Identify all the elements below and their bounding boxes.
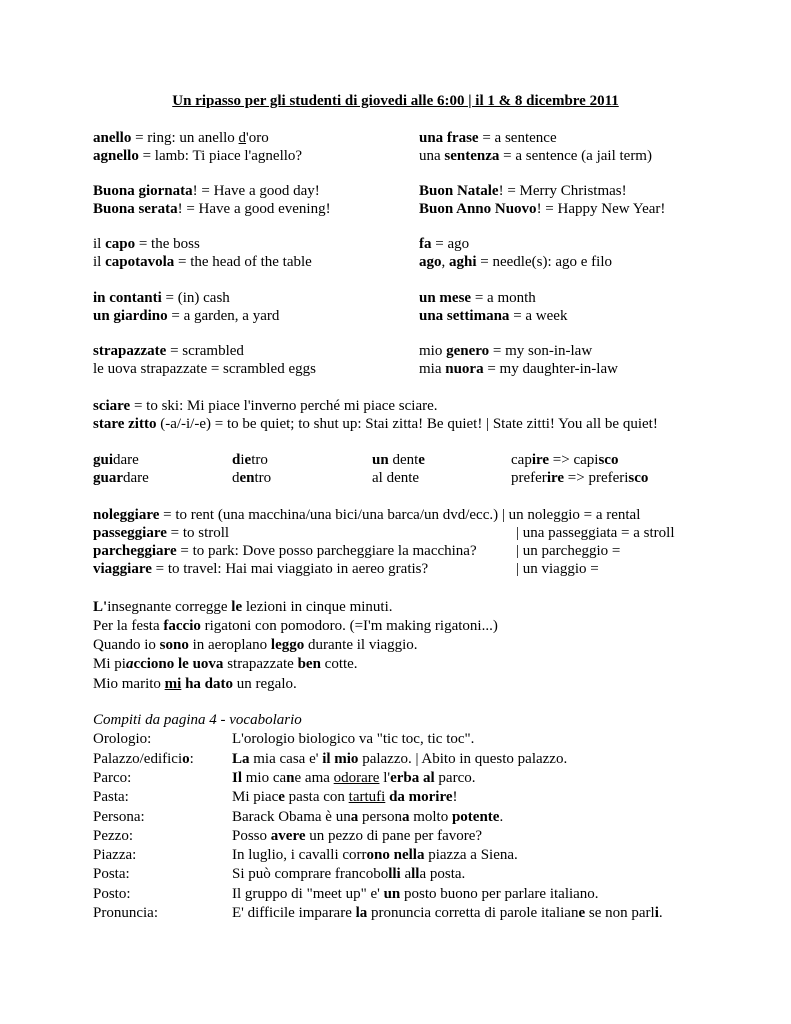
vocab-example: Si può comprare francobolli alla posta. bbox=[232, 866, 466, 882]
verb-definition: viaggiare = to travel: Hai mai viaggiato in aereo gratis? bbox=[93, 561, 429, 577]
example-sentence: Mio marito mi ha dato un regalo. bbox=[93, 676, 297, 692]
vocab-term: Palazzo/edificio: bbox=[93, 751, 194, 767]
vocab-example: Il gruppo di "meet up" e' un posto buono per parlare italiano. bbox=[232, 886, 599, 902]
stare-zitto-line: stare zitto (-a/-i/-e) = to be quiet; to shut up: Stai zitta! Be quiet! | State zitti! You all be quiet! bbox=[93, 416, 658, 432]
vocab-pair-right: una frase = a sentence bbox=[419, 130, 557, 146]
vocab-example: In luglio, i cavalli corrono nella piazza a Siena. bbox=[232, 847, 518, 863]
spelling-grid-cell: guardare bbox=[93, 470, 149, 486]
noun-form: | un viaggio = bbox=[516, 561, 599, 577]
verb-definition: noleggiare = to rent (una macchina/una bici/una barca/un dvd/ecc.) | un noleggio = a rental bbox=[93, 507, 641, 523]
vocab-term: Parco: bbox=[93, 770, 132, 786]
vocab-pair-right: fa = ago bbox=[419, 236, 470, 252]
vocab-term: Persona: bbox=[93, 809, 145, 825]
vocab-term: Piazza: bbox=[93, 847, 137, 863]
example-sentence: L'insegnante corregge le lezioni in cinque minuti. bbox=[93, 599, 393, 615]
example-sentence: Quando io sono in aeroplano leggo durante il viaggio. bbox=[93, 637, 418, 653]
vocab-pair-right: una settimana = a week bbox=[419, 308, 568, 324]
vocab-pair-left: in contanti = (in) cash bbox=[93, 290, 230, 306]
vocab-pair-right: ago, aghi = needle(s): ago e filo bbox=[419, 254, 613, 270]
vocab-term: Pezzo: bbox=[93, 828, 133, 844]
spelling-grid-cell: un dente bbox=[372, 452, 425, 468]
vocab-pair-left: Buona giornata! = Have a good day! bbox=[93, 183, 320, 199]
example-sentence: Per la festa faccio rigatoni con pomodoro. (=I'm making rigatoni...) bbox=[93, 618, 498, 634]
vocab-pair-right: mio genero = my son-in-law bbox=[419, 343, 593, 359]
vocab-pair-right: mia nuora = my daughter-in-law bbox=[419, 361, 618, 377]
vocab-pair-right: una sentenza = a sentence (a jail term) bbox=[419, 148, 652, 164]
example-sentence: Mi piacciono le uova strapazzate ben cotte. bbox=[93, 656, 358, 672]
vocab-pair-left: anello = ring: un anello d'oro bbox=[93, 130, 269, 146]
vocab-example: Mi piace pasta con tartufi da morire! bbox=[232, 789, 458, 805]
spelling-grid-cell: al dente bbox=[372, 470, 420, 486]
vocab-pair-right: Buon Anno Nuovo! = Happy New Year! bbox=[419, 201, 666, 217]
vocab-pair-right: un mese = a month bbox=[419, 290, 536, 306]
vocab-example: La mia casa e' il mio palazzo. | Abito in questo palazzo. bbox=[232, 751, 568, 767]
spelling-grid-cell: guidare bbox=[93, 452, 139, 468]
spelling-grid-cell: capire => capisco bbox=[511, 452, 619, 468]
vocab-pair-left: un giardino = a garden, a yard bbox=[93, 308, 280, 324]
spelling-grid-cell: dentro bbox=[232, 470, 272, 486]
vocab-term: Posto: bbox=[93, 886, 131, 902]
vocab-pair-left: le uova strapazzate = scrambled eggs bbox=[93, 361, 316, 377]
document-title: Un ripasso per gli studenti di giovedi alle 6:00 | il 1 & 8 dicembre 2011 bbox=[172, 93, 619, 109]
vocab-pair-right: Buon Natale! = Merry Christmas! bbox=[419, 183, 627, 199]
noun-form: | un parcheggio = bbox=[516, 543, 621, 559]
vocab-example: Posso avere un pezzo di pane per favore? bbox=[232, 828, 483, 844]
vocab-term: Pasta: bbox=[93, 789, 129, 805]
vocab-term: Orologio: bbox=[93, 731, 152, 747]
vocab-term: Pronuncia: bbox=[93, 905, 158, 921]
noun-form: | una passeggiata = a stroll bbox=[516, 525, 675, 541]
spelling-grid-cell: preferire => preferisco bbox=[511, 470, 649, 486]
verb-definition: passeggiare = to stroll bbox=[93, 525, 230, 541]
spelling-grid-cell: dietro bbox=[232, 452, 268, 468]
vocab-example: Barack Obama è una persona molto potente. bbox=[232, 809, 504, 825]
sciare-line: sciare = to ski: Mi piace l'inverno perché mi piace sciare. bbox=[93, 398, 438, 414]
vocab-pair-left: agnello = lamb: Ti piace l'agnello? bbox=[93, 148, 303, 164]
vocab-pair-left: il capotavola = the head of the table bbox=[93, 254, 312, 270]
compiti-heading: Compiti da pagina 4 - vocabolario bbox=[93, 712, 302, 728]
vocab-pair-left: Buona serata! = Have a good evening! bbox=[93, 201, 331, 217]
vocab-term: Posta: bbox=[93, 866, 130, 882]
vocab-pair-left: il capo = the boss bbox=[93, 236, 200, 252]
verb-definition: parcheggiare = to park: Dove posso parcheggiare la macchina? bbox=[93, 543, 477, 559]
vocab-pair-left: strapazzate = scrambled bbox=[93, 343, 244, 359]
vocab-example: Il mio cane ama odorare l'erba al parco. bbox=[232, 770, 476, 786]
vocab-example: L'orologio biologico va "tic toc, tic toc". bbox=[232, 731, 475, 747]
vocab-example: E' difficile imparare la pronuncia corretta di parole italiane se non parli. bbox=[232, 905, 663, 921]
